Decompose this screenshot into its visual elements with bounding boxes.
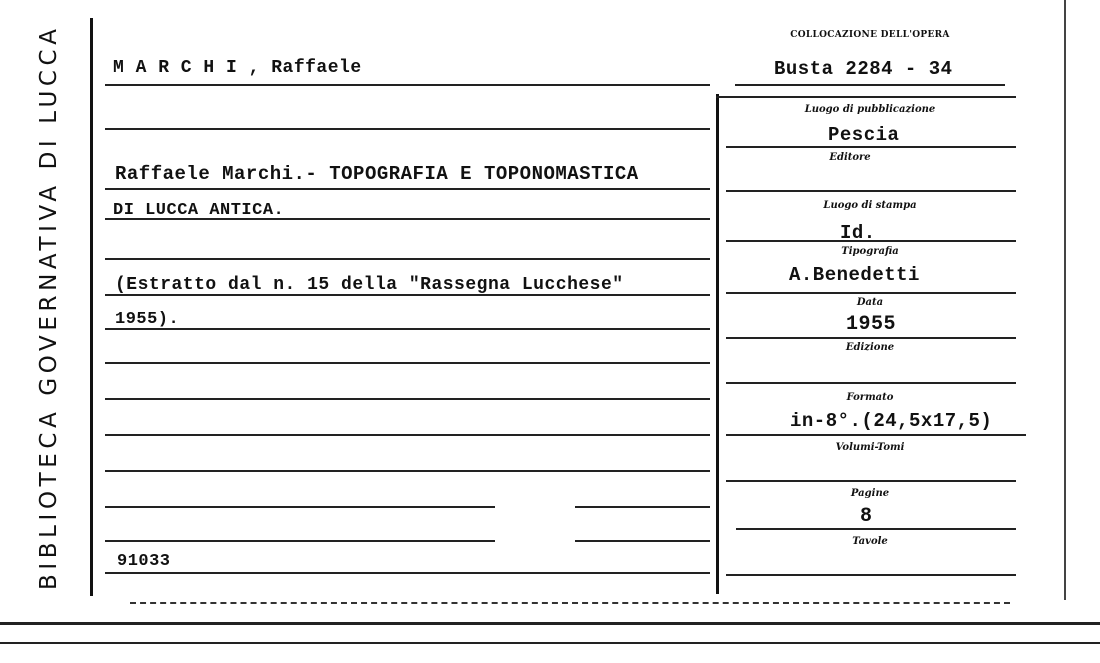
collocation-label: COLLOCAZIONE DELL'OPERA xyxy=(790,30,950,40)
publisher-underline xyxy=(726,190,1016,192)
publisher-label: Editore xyxy=(829,152,871,163)
bottom-scan-dashes xyxy=(130,602,1010,604)
rule-12a xyxy=(105,540,495,542)
inventory-number: 91033 xyxy=(117,552,171,571)
place-value: Pescia xyxy=(828,124,900,146)
author-underline xyxy=(105,84,710,86)
printer-value: A.Benedetti xyxy=(789,264,920,286)
volumes-label: Volumi-Tomi xyxy=(835,442,905,453)
fields-divider xyxy=(716,94,719,594)
format-label: Formato xyxy=(846,392,894,403)
title-line-2: DI LUCCA ANTICA. xyxy=(113,201,285,220)
place-underline xyxy=(726,146,1016,148)
author-name: M A R C H I , Raffaele xyxy=(113,58,362,78)
pages-value: 8 xyxy=(860,505,873,528)
print-place-underline xyxy=(726,240,1016,242)
institution-label: BIBLIOTECA GOVERNATIVA DI LUCCA xyxy=(36,24,62,590)
rule-12b xyxy=(575,540,710,542)
bottom-edge-line-2 xyxy=(0,642,1100,644)
print-place-value: Id. xyxy=(840,222,876,244)
date-value: 1955 xyxy=(846,313,897,336)
right-edge-line xyxy=(1064,0,1066,600)
pages-underline xyxy=(736,528,1016,530)
rule-10 xyxy=(105,470,710,472)
edition-label: Edizione xyxy=(845,342,895,353)
rule-2 xyxy=(105,188,710,190)
note-line-2: 1955). xyxy=(115,310,180,329)
printer-label: Tipografia xyxy=(841,246,899,257)
format-underline xyxy=(726,434,1026,436)
edition-underline xyxy=(726,382,1016,384)
rule-11a xyxy=(105,506,495,508)
rule-7 xyxy=(105,362,710,364)
rule-4 xyxy=(105,258,710,260)
rule-1 xyxy=(105,128,710,130)
date-label: Data xyxy=(856,297,884,308)
rule-9 xyxy=(105,434,710,436)
collocation-underline xyxy=(735,84,1005,86)
plates-label: Tavole xyxy=(852,536,888,547)
collocation-value: Busta 2284 - 34 xyxy=(774,58,953,80)
rule-13 xyxy=(105,572,710,574)
format-value: in-8°.(24,5x17,5) xyxy=(790,410,993,432)
print-place-label: Luogo di stampa xyxy=(823,200,917,211)
place-label: Luogo di pubblicazione xyxy=(804,104,936,115)
fields-top-line xyxy=(716,96,1016,98)
volumes-underline xyxy=(726,480,1016,482)
rule-8 xyxy=(105,398,710,400)
date-underline xyxy=(726,337,1016,339)
bottom-edge-line-1 xyxy=(0,622,1100,625)
title-line-1: Raffaele Marchi.- TOPOGRAFIA E TOPONOMASTICA xyxy=(115,163,639,185)
printer-underline xyxy=(726,292,1016,294)
pages-label: Pagine xyxy=(850,488,890,499)
note-line-1: (Estratto dal n. 15 della "Rassegna Lucchese" xyxy=(115,275,624,295)
plates-underline xyxy=(726,574,1016,576)
left-border-line xyxy=(90,18,93,596)
rule-11b xyxy=(575,506,710,508)
rule-6 xyxy=(105,328,710,330)
